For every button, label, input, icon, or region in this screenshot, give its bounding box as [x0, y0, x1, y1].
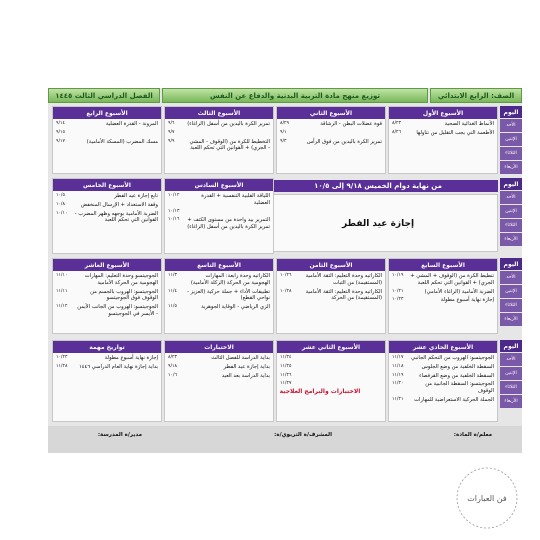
teacher-label: معلم/ة المادة: [453, 432, 492, 438]
lesson-row [168, 193, 270, 207]
eid-holiday-box [258, 194, 498, 252]
lesson-row [56, 139, 158, 146]
lesson-row [56, 289, 158, 303]
week-card [388, 106, 498, 174]
week-title: الأسبوع الثاني عشر [277, 341, 385, 353]
day-column: اليوم الأحد الإثنين الثلاثاء الأربعاء [500, 340, 522, 409]
lesson-row [56, 211, 158, 225]
lesson-date: ١١/١٧ [392, 355, 404, 360]
lesson-text: بداية إجازة نهاية العام الدراسي ١٤٤٦ [78, 363, 158, 370]
week-card [388, 258, 498, 334]
lesson-row [56, 304, 158, 318]
exams-note: الاختبارات والبرامج العلاجية [279, 388, 361, 395]
lesson-date: ١٠/١٦ [168, 217, 180, 223]
week-title: الأسبوع الحادي عشر [389, 341, 497, 353]
lesson-date: ١٠/١٢ [168, 193, 180, 198]
lesson-row [56, 130, 158, 137]
lesson-row [392, 121, 494, 128]
lesson-text: قوة عضلات البطن - الرشاقة [320, 121, 382, 127]
lesson-row [392, 397, 494, 404]
lesson-row [168, 130, 270, 137]
lesson-row [168, 273, 270, 287]
lesson-text: تابع إجازة عيد الفطر [114, 193, 158, 199]
lesson-date: ١١/١١ [56, 288, 68, 294]
lesson-date: ١١/١٩ [392, 372, 404, 378]
week-title: الأسبوع السابع [389, 259, 497, 271]
week-card [52, 258, 162, 334]
lesson-date: ١١/٢٦ [280, 372, 292, 378]
lesson-date: ١١/١٢ [56, 304, 68, 310]
lesson-date: ٩/٩ [168, 138, 175, 144]
lesson-text: الكاراتيه وحدة التعليم: الثقة الأمامية (المستقيمة) من الحركة [305, 288, 382, 302]
lesson-text: الجوجيتسو وحدة التعليم: المهارات الهجومية من الحركة الأمامية [84, 273, 158, 286]
lesson-date: ٩/٣ [280, 138, 287, 144]
lesson-row [392, 381, 494, 395]
lesson-text: تمرير الكرة باليدين من فوق الرأس [306, 138, 382, 145]
lesson-text: الجملة الحركية الاستعراضية للمهارات [414, 396, 494, 403]
lesson-text: التخطيط للكرة من (الوقوف - المشي - الجري) + القوانين التي تحكم اللعبة [189, 138, 270, 152]
lesson-text: بداية الدراسة بعد العيد [221, 372, 270, 379]
lesson-row [168, 209, 270, 216]
lesson-date: ٩/١٨ [168, 363, 177, 369]
lesson-row [392, 289, 494, 296]
day-column: اليوم الأحد الإثنين الثلاثاء الأربعاء [500, 106, 522, 175]
lesson-text: المرونة - القدرة العضلية [105, 121, 158, 127]
lesson-text: بداية إجازة عيد الفطر [223, 363, 270, 370]
week-title: الأسبوع التاسع [165, 259, 273, 271]
lesson-row [280, 121, 382, 128]
lesson-date: ٩/١ [280, 129, 287, 135]
principal-label: مدير/ة المدرسة: [97, 432, 142, 438]
grade-header: الصف: الرابع الابتدائي [430, 88, 522, 103]
week-card [164, 340, 274, 422]
lesson-date: ١١/١٨ [392, 363, 404, 369]
lesson-row [280, 130, 382, 137]
logo-text: فن العبارات [467, 494, 507, 503]
lesson-row [56, 273, 158, 287]
lesson-row [280, 364, 382, 371]
lesson-date: ٩/٧ [168, 129, 175, 135]
lesson-text: اللياقة القلبية التنفسية + القدرة العضلية [201, 193, 270, 206]
lesson-date: ٨/٢٦ [392, 129, 401, 135]
lesson-date: ١١/٤ [168, 288, 177, 294]
lesson-text: الكاراتيه وحدة التعليم: الثقة الأمامية (المستقيمة) من الثبات [305, 273, 382, 286]
week-title: الاختبارات [165, 341, 273, 353]
lesson-date: ١٠/٥ [56, 193, 65, 198]
lesson-text: تمرير الكرة باليدين من أسفل (الراغاء) [187, 121, 270, 127]
footer [48, 426, 522, 453]
lesson-date: ١٠/١٠ [56, 210, 68, 216]
lesson-text: مسك المضرب (المسكة الأمامية) [86, 138, 158, 145]
week-title: الأسبوع الثاني [277, 107, 385, 119]
lesson-row [56, 121, 158, 128]
lesson-text: الكاراتيه وحدة رابعة: المهارات الهجومية من الحركة (الركلة الأمامية) [190, 273, 270, 286]
week-card [164, 178, 274, 254]
week-card [164, 106, 274, 174]
lesson-date: ١١/٢٥ [280, 363, 292, 369]
lesson-date: ٨/٢٩ [280, 121, 289, 126]
lesson-row [168, 355, 270, 362]
lesson-row [168, 121, 270, 128]
week-title: الأسبوع السادس [165, 179, 273, 191]
lesson-date: ١١/٢٧ [280, 381, 292, 387]
lesson-row [56, 355, 158, 362]
lesson-date: ١٠/٢٦ [280, 273, 292, 278]
lesson-text: تنطيط الكرة من (الوقوف + المشي + الجري) + القوانين التي تحكم اللعبة [410, 273, 494, 286]
lesson-row [56, 364, 158, 371]
lesson-text: الجوجيتسو: السقطة الجانبية من الوقوف [425, 381, 494, 395]
lesson-text: الضربة الأمامية بوجهه وظهر المضرب - القوانين التي تحكم اللعبة [74, 210, 158, 224]
lesson-row [280, 139, 382, 146]
lesson-row [392, 273, 494, 287]
lesson-text: الجوجيتسو: الهروب من التحكم الجانبي [411, 355, 494, 361]
lesson-date: ١٠/٢٣ [56, 355, 68, 360]
lesson-date: ١٠/٦ [168, 372, 177, 378]
lesson-date: ١١/٢٤ [280, 355, 292, 360]
lesson-row [280, 289, 382, 303]
lesson-row [392, 373, 494, 380]
week-title: الأسبوع الثامن [277, 259, 385, 271]
brand-logo [452, 463, 522, 533]
lesson-date: ١٠/٢٨ [280, 288, 292, 294]
lesson-date: ١٠/٢١ [392, 288, 404, 294]
week-title: الأسبوع الأول [389, 107, 497, 119]
lesson-date: ٩/٦ [168, 121, 175, 126]
lesson-text: الجوجيتسو: الهروب من الجانب الأيمن - الأيسر في الجوجيتسو [77, 304, 158, 317]
lesson-date: ١١/٢١ [392, 396, 404, 402]
lesson-date: ٩/١٧ [56, 138, 65, 144]
lesson-row [280, 373, 382, 380]
lesson-text: الأطعمة التي يجب التقليل من تناولها [416, 129, 494, 136]
lesson-date: ١١/١٠ [56, 273, 68, 278]
title-header: توزيع منهج مادة التربية البدنية والدفاع عن النفس [162, 88, 428, 103]
day-column: اليوم الأحد الإثنين الثلاثاء الأربعاء [500, 258, 522, 327]
supervisor-label: المشرف/ة التربوي/ة: [274, 432, 332, 438]
lesson-row [280, 355, 382, 362]
lesson-date: ٨/٢٣ [168, 355, 177, 360]
lesson-date: ١٠/٢٣ [392, 297, 404, 303]
lesson-row [280, 273, 382, 287]
lesson-row [168, 304, 270, 311]
lesson-date: ١٠/١٣ [168, 208, 180, 214]
lesson-row [392, 364, 494, 371]
lesson-date: ٩/١٤ [56, 121, 65, 126]
week-card [388, 340, 498, 422]
lesson-text: الزي الرياضي - الوقاية الجوهرية [201, 304, 270, 311]
week-title: الأسبوع العاشر [53, 259, 161, 271]
term-header: الفصل الدراسي الثالث ١٤٤٥ [48, 88, 160, 103]
lesson-text: بداية الدراسة للفصل الثالث [211, 355, 270, 361]
lesson-date: ١١/٣ [168, 273, 177, 278]
lesson-date: ١١/٢٨ [56, 363, 68, 369]
week-card [52, 178, 162, 254]
week-title: الأسبوع الخامس [53, 179, 161, 191]
lesson-date: ١٠/٨ [56, 201, 65, 207]
eid-label: إجازة عيد الفطر [341, 219, 415, 229]
week-title: الأسبوع الرابع [53, 107, 161, 119]
lesson-row [392, 355, 494, 362]
lesson-row [56, 202, 158, 209]
week-card [276, 106, 386, 174]
lesson-text: التمرير بيد واحدة من مستوى الكتف + تمرير الكرة باليدين من أسفل (الراغاء) [187, 217, 270, 231]
lesson-text: إجازة نهاية أسبوع مطولة [440, 297, 494, 304]
lesson-row [168, 217, 270, 231]
lesson-text: الجوجيتسو: الهروب بالجسم من الوقوف فوق الجوجيتسو [90, 288, 158, 302]
week-card [164, 258, 274, 334]
lesson-date: ٨/٢٣ [392, 121, 401, 126]
week-card [276, 258, 386, 334]
lesson-text: وقفة الاستعداد + الإرسال المنخفض [80, 201, 158, 208]
lesson-date: ١٠/١٩ [392, 273, 404, 278]
lesson-text: السقطة الخلفية من وضع القرفصاء [419, 372, 494, 379]
week-card [52, 340, 162, 422]
curriculum-sheet [48, 88, 522, 453]
week-title: الأسبوع الثالث [165, 107, 273, 119]
lesson-row [168, 373, 270, 380]
day-column: اليوم الأحد الإثنين الثلاثاء الأربعاء [500, 178, 522, 247]
week-card [52, 106, 162, 174]
lesson-row [168, 364, 270, 371]
lesson-row [392, 297, 494, 304]
lesson-row [392, 130, 494, 137]
lesson-date: ١١/٢٠ [392, 381, 404, 387]
lesson-date: ٩/١٥ [56, 129, 65, 135]
lesson-text: تطبيقات الأداء + جملة حركية (العزيز - نواحي القطع) [187, 288, 270, 302]
eid-banner: من نهاية دوام الخميس ٩/١٨ إلى ١٠/٥ [258, 180, 498, 192]
lesson-text: الأنماط الغذائية الصحية [444, 121, 494, 127]
lesson-row [168, 139, 270, 153]
lesson-date: ١١/٥ [168, 304, 177, 310]
week-card [276, 340, 386, 422]
lesson-row [168, 289, 270, 303]
lesson-row [56, 193, 158, 200]
lesson-text: الضربة الأمامية (الراغاء الأمامي) [424, 288, 494, 295]
week-title: تواريخ مهمة [53, 341, 161, 353]
lesson-text: السقطة الخلفية من وضع الجلوس [421, 363, 494, 370]
lesson-text: إجازة نهاية أسبوع مطولة [104, 355, 158, 361]
